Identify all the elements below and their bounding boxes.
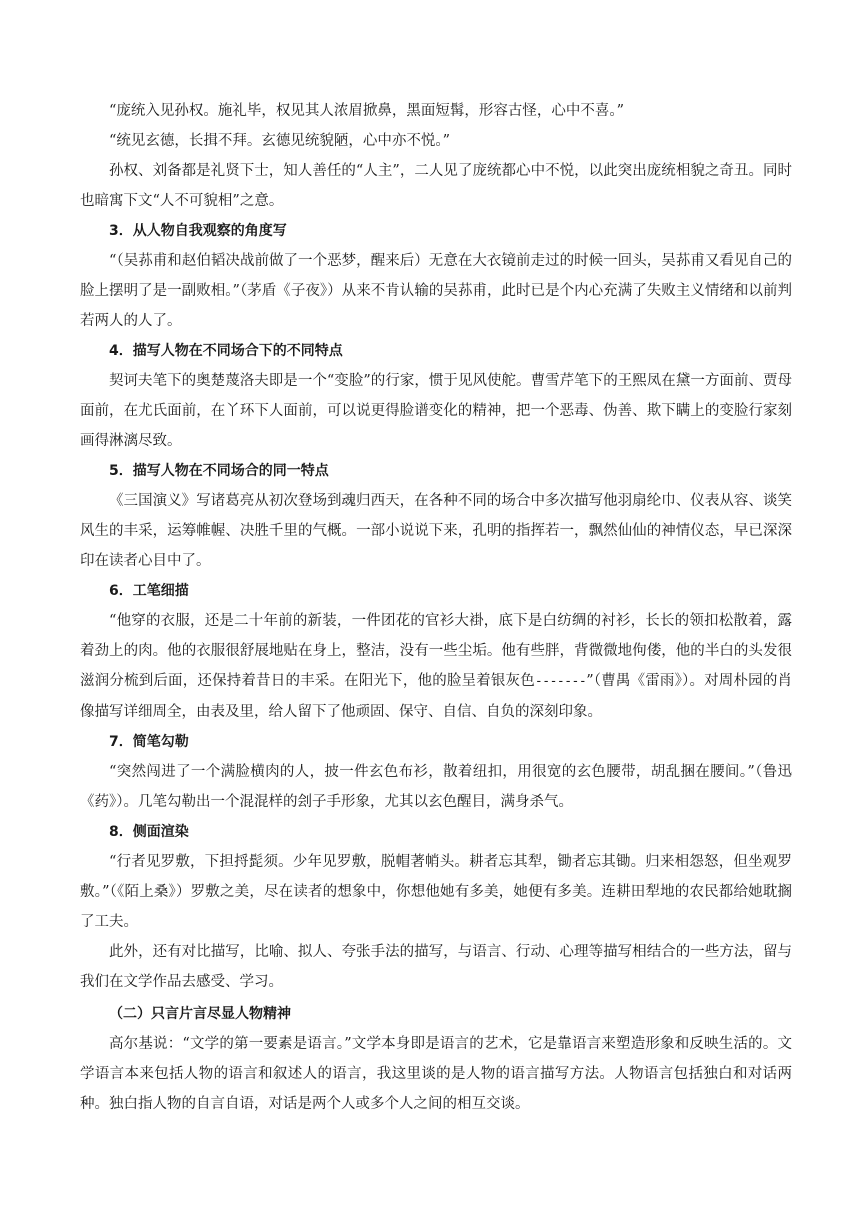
paragraph-luofu: “行者见罗敷，下担捋髭须。少年见罗敷，脱帽著帩头。耕者忘其犁，锄者忘其锄。归来相怨怒，但坐观罗敷。”（《陌上桑》）罗敷之美，尽在读者的想象中，你想他她有多美，她便有多美。连耕田犁地的农民都给她耽搁了工夫。: [80, 854, 792, 930]
paragraph-pang-tong-analysis: 孙权、刘备都是礼贤下士，知人善任的“人主”，二人见了庞统都心中不悦，以此突出庞统相貌之奇丑。同时也暗寓下文“人不可貌相”之意。: [80, 163, 792, 209]
paragraph-other-methods: 此外，还有对比描写，比喻、拟人、夸张手法的描写，与语言、行动、心理等描写相结合的一些方法，留与我们在文学作品去感受、学习。: [80, 944, 792, 990]
paragraph-thunderstorm: [80, 606, 792, 727]
paragraph-medicine: “突然闯进了一个满脸横肉的人，披一件玄色布衫，散着纽扣，用很宽的玄色腰带，胡乱捆在腰间。”（鲁迅《药》）。几笔勾勒出一个混混样的刽子手形象，尤其以玄色醒目，满身杀气。: [80, 764, 792, 810]
paragraph-gorky: 高尔基说：“文学的第一要素是语言。”文学本身即是语言的艺术，它是靠语言来塑造形象和反映生活的。文学语言本来包括人物的语言和叙述人的语言，我这里谈的是人物的语言描写方法。人物语言包括独白和对话两种。独白指人物的自言自语，对话是两个人或多个人之间的相互交谈。: [80, 1036, 792, 1112]
thunderstorm-quote-text: “他穿的衣服，还是二十年前的新装，一件团花的官衫大褂，底下是白纺绸的衬衫，长长的领扣松散着，露着劲上的肉。他的衣服很舒展地贴在身上，整洁，没有一些尘垢。他有些胖，背微微地佝偻，他的半白的头发很滋润分梳到后面，还保持着昔日的丰采。在阳光下，他的脸呈着银灰色: [80, 613, 792, 689]
section-heading-language: （二）只言片言尽显人物精神: [109, 1006, 291, 1022]
paragraph-wu-sunfu: “（吴荪甫和赵伯韬决战前做了一个恶梦，醒来后）无意在大衣镜前走过的时候一回头，吴荪甫又看见自己的脸上摆明了是一副败相。”（茅盾《子夜》）从来不肯认输的吴荪甫，此时已是个内心充满了失败主义情绪和以前判若两人的人了。: [80, 253, 792, 329]
heading-8: 8．侧面渲染: [109, 824, 189, 840]
heading-4: 4．描写人物在不同场合下的不同特点: [109, 343, 343, 359]
paragraph-chameleon: 契诃夫笔下的奥楚蔑洛夫即是一个“变脸”的行家，惯于见风使舵。曹雪芹笔下的王熙凤在黛一方面前、贾母面前，在尤氏面前，在丫环下人面前，可以说更得脸谱变化的精神，把一个恶毒、伪善、欺下瞒上的变脸行家刻画得淋漓尽致。: [80, 373, 792, 449]
heading-3: 3．从人物自我观察的角度写: [109, 223, 287, 239]
heading-7: 7．简笔勾勒: [109, 734, 189, 750]
document-page: [80, 96, 792, 1119]
paragraph-zhuge-liang: 《三国演义》写诸葛亮从初次登场到魂归西天，在各种不同的场合中多次描写他羽扇纶巾、仪表从容、谈笑风生的丰采，运筹帷幄、决胜千里的气概。一部小说说下来，孔明的指挥若一，飘然仙仙的神情仪态，早已深深印在读者心目中了。: [80, 493, 792, 569]
heading-5: 5．描写人物在不同场合的同一特点: [109, 463, 329, 479]
paragraph-quote-sun-quan: “庞统入见孙权。施礼毕，权见其人浓眉掀鼻，黑面短髯，形容古怪，心中不喜。”: [109, 103, 625, 119]
thunderstorm-analysis-text: ”（曹禺《雷雨》）。对周朴园的肖像描写详细周全，由表及里，给人留下了他顽固、保守、自信、自负的深刻印象。: [80, 673, 792, 720]
heading-6: 6．工笔细描: [109, 583, 189, 599]
paragraph-quote-xuande: “统见玄德，长揖不拜。玄德见统貌陋，心中亦不悦。”: [109, 133, 451, 149]
thunderstorm-dash: -------: [534, 674, 587, 689]
